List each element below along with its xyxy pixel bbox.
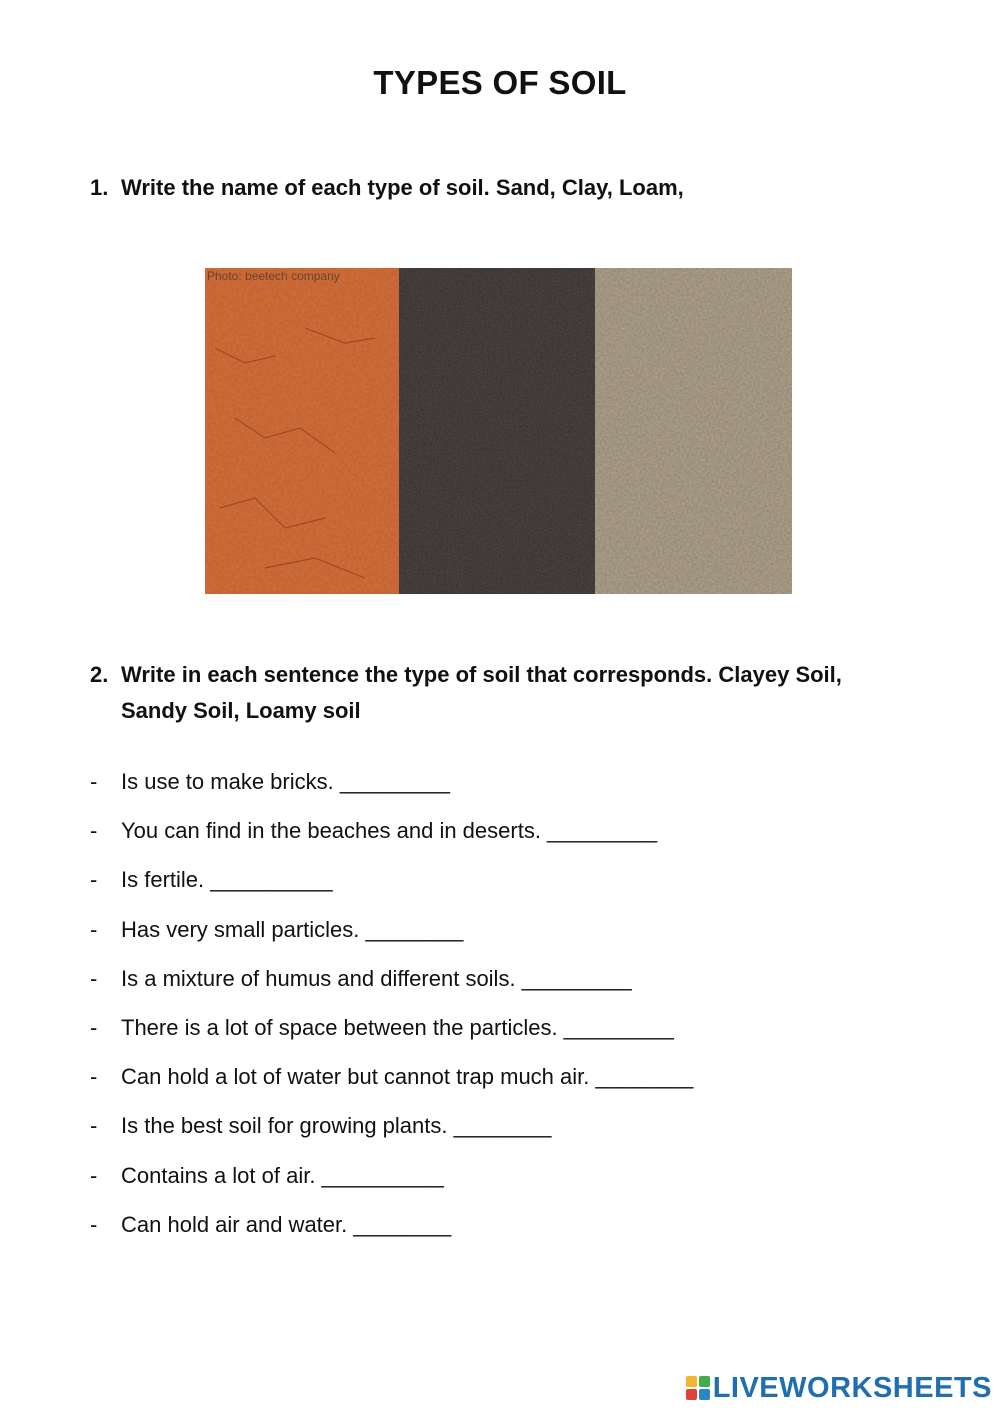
list-item (90, 764, 693, 813)
clay-soil-panel (205, 268, 399, 594)
sentence-text: Is fertile. __________ (121, 867, 333, 893)
list-item (90, 1010, 693, 1059)
sentence-list (90, 764, 693, 1256)
liveworksheets-logo (685, 1371, 992, 1405)
sentence-text: Can hold air and water. ________ (121, 1211, 452, 1237)
liveworksheets-icon (685, 1375, 711, 1401)
dash: - (90, 769, 98, 794)
dash: - (90, 867, 98, 893)
dash: - (90, 818, 98, 844)
list-item (90, 1108, 693, 1157)
brand-text: LIVEWORKSHEETS (712, 1371, 992, 1404)
list-item (90, 862, 693, 911)
list-item (90, 813, 693, 862)
list-item (90, 1207, 693, 1256)
question-text: Write the name of each type of soil. Sand, Clay, Loam, (121, 175, 684, 200)
question-number: 2. (90, 662, 109, 687)
sentence-text: Is the best soil for growing plants. ________ (121, 1113, 552, 1139)
dash: - (90, 965, 98, 991)
list-item (90, 961, 693, 1010)
dash: - (90, 1014, 98, 1040)
list-item (90, 1158, 693, 1207)
sentence-text: You can find in the beaches and in deserts. _________ (121, 818, 658, 844)
sentence-text: Contains a lot of air. __________ (121, 1162, 444, 1188)
question-2 (90, 657, 910, 729)
list-item (90, 1059, 693, 1108)
sandy-soil-panel (595, 268, 792, 594)
sentence-text: There is a lot of space between the particles. _________ (121, 1014, 674, 1040)
dash: - (90, 916, 98, 942)
soil-types-photo (205, 268, 792, 594)
loam-soil-panel (399, 268, 595, 594)
list-item (90, 912, 693, 961)
question-1 (90, 170, 910, 206)
sentence-text: Has very small particles. ________ (121, 916, 464, 942)
dash: - (90, 1211, 98, 1237)
dash: - (90, 1113, 98, 1139)
soil-photo-image (205, 268, 792, 594)
question-number: 1. (90, 175, 109, 200)
dash: - (90, 1162, 98, 1188)
sentence-text: Can hold a lot of water but cannot trap much air. ________ (121, 1064, 694, 1090)
dash: - (90, 1064, 98, 1090)
sentence-text: Is use to make bricks. _________ (121, 769, 450, 794)
photo-watermark: Photo: beetech company (207, 269, 340, 283)
sentence-text: Is a mixture of humus and different soils. _________ (121, 965, 632, 991)
page-title: TYPES OF SOIL (373, 64, 627, 101)
question-text: Write in each sentence the type of soil that corresponds. Clayey Soil, Sandy Soil, Loamy soil (121, 662, 842, 723)
